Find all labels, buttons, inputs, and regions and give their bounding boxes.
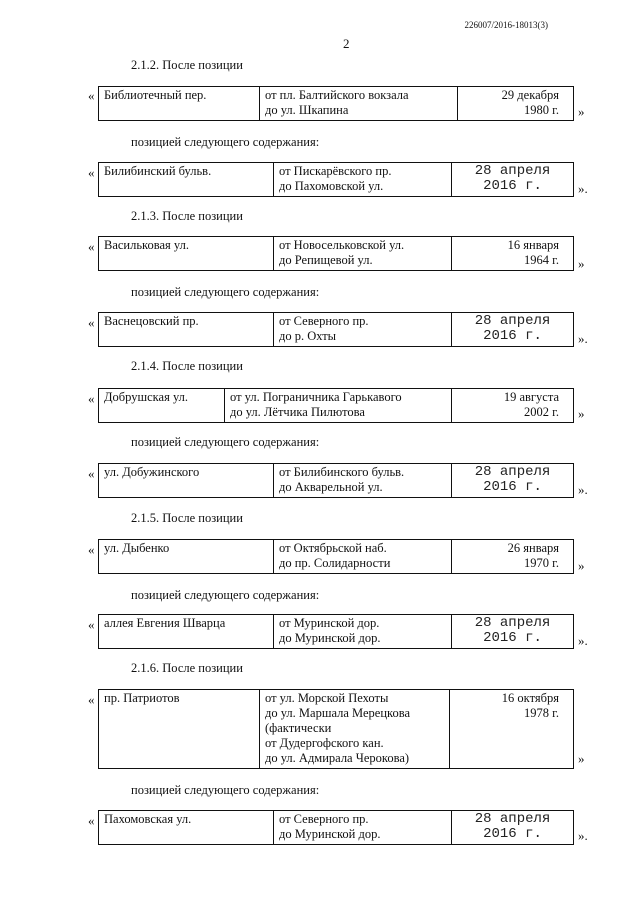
close-quote: »	[578, 104, 585, 119]
street-route: от Муринской дор. до Муринской дор.	[273, 615, 451, 648]
street-name: Билибинский бульв.	[104, 164, 212, 178]
naming-date: 16 января 1964 г.	[451, 237, 573, 270]
naming-date-stamp: 28 апреля 2016 г.	[451, 811, 573, 844]
section-heading: 2.1.5. После позиции	[131, 511, 243, 525]
section-heading: 2.1.6. После позиции	[131, 661, 243, 675]
new-position-row	[98, 312, 574, 347]
new-position-label: позицией следующего содержания:	[131, 435, 320, 449]
naming-date-stamp: 28 апреля 2016 г.	[451, 313, 573, 346]
naming-date: 26 января 1970 г.	[451, 540, 573, 573]
old-position-row	[98, 539, 574, 574]
close-quote: »	[578, 751, 585, 766]
street-name: Библиотечный пер.	[104, 88, 207, 102]
street-route: от ул. Пограничника Гарькавого до ул. Лётчика Пилютова	[224, 389, 451, 422]
street-route: от Северного пр. до Муринской дор.	[273, 811, 451, 844]
open-quote: «	[88, 542, 95, 557]
new-position-row	[98, 463, 574, 498]
new-position-row	[98, 810, 574, 845]
street-route: от Билибинского бульв. до Акварельной ул.	[273, 464, 451, 497]
old-position-row	[98, 388, 574, 423]
street-route: от Новосельковской ул. до Репищевой ул.	[273, 237, 451, 270]
street-name: Васнецовский пр.	[104, 314, 199, 328]
close-quote: ».	[578, 828, 588, 843]
old-position-row	[98, 236, 574, 271]
close-quote: ».	[578, 181, 588, 196]
street-route: от пл. Балтийского вокзала до ул. Шкапина	[259, 87, 457, 120]
new-position-label: позицией следующего содержания:	[131, 588, 320, 602]
naming-date: 19 августа 2002 г.	[451, 389, 573, 422]
close-quote: »	[578, 406, 585, 421]
open-quote: «	[88, 813, 95, 828]
naming-date-stamp: 28 апреля 2016 г.	[451, 163, 573, 196]
section-heading: 2.1.3. После позиции	[131, 209, 243, 223]
new-position-label: позицией следующего содержания:	[131, 135, 320, 149]
naming-date: 29 декабря 1980 г.	[457, 87, 573, 120]
section-heading: 2.1.4. После позиции	[131, 359, 243, 373]
section-heading: 2.1.2. После позиции	[131, 58, 243, 72]
new-position-row	[98, 162, 574, 197]
street-name: пр. Патриотов	[104, 691, 180, 705]
document-number: 226007/2016-18013(3)	[464, 20, 548, 30]
street-name: Добрушская ул.	[104, 390, 189, 404]
naming-date-stamp: 28 апреля 2016 г.	[451, 464, 573, 497]
open-quote: «	[88, 617, 95, 632]
new-position-label: позицией следующего содержания:	[131, 285, 320, 299]
street-name: Васильковая ул.	[104, 238, 189, 252]
naming-date: 16 октября 1978 г.	[449, 690, 573, 768]
close-quote: »	[578, 256, 585, 271]
new-position-row	[98, 614, 574, 649]
old-position-row	[98, 689, 574, 769]
naming-date-stamp: 28 апреля 2016 г.	[451, 615, 573, 648]
open-quote: «	[88, 391, 95, 406]
close-quote: »	[578, 558, 585, 573]
old-position-row	[98, 86, 574, 121]
open-quote: «	[88, 88, 95, 103]
street-name: ул. Добужинского	[104, 465, 200, 479]
page-number: 2	[343, 36, 350, 51]
street-route: от Северного пр. до р. Охты	[273, 313, 451, 346]
close-quote: ».	[578, 633, 588, 648]
street-name: аллея Евгения Шварца	[104, 616, 226, 630]
open-quote: «	[88, 239, 95, 254]
street-route: от Пискарёвского пр. до Пахомовской ул.	[273, 163, 451, 196]
street-route: от Октябрьской наб. до пр. Солидарности	[273, 540, 451, 573]
close-quote: ».	[578, 482, 588, 497]
street-name: ул. Дыбенко	[104, 541, 170, 555]
open-quote: «	[88, 692, 95, 707]
close-quote: ».	[578, 331, 588, 346]
open-quote: «	[88, 165, 95, 180]
street-route: от ул. Морской Пехоты до ул. Маршала Мерецкова (фактически от Дудергофского кан. до ул. Адмирала Черокова)	[259, 690, 449, 768]
open-quote: «	[88, 466, 95, 481]
open-quote: «	[88, 315, 95, 330]
street-name: Пахомовская ул.	[104, 812, 192, 826]
new-position-label: позицией следующего содержания:	[131, 783, 320, 797]
